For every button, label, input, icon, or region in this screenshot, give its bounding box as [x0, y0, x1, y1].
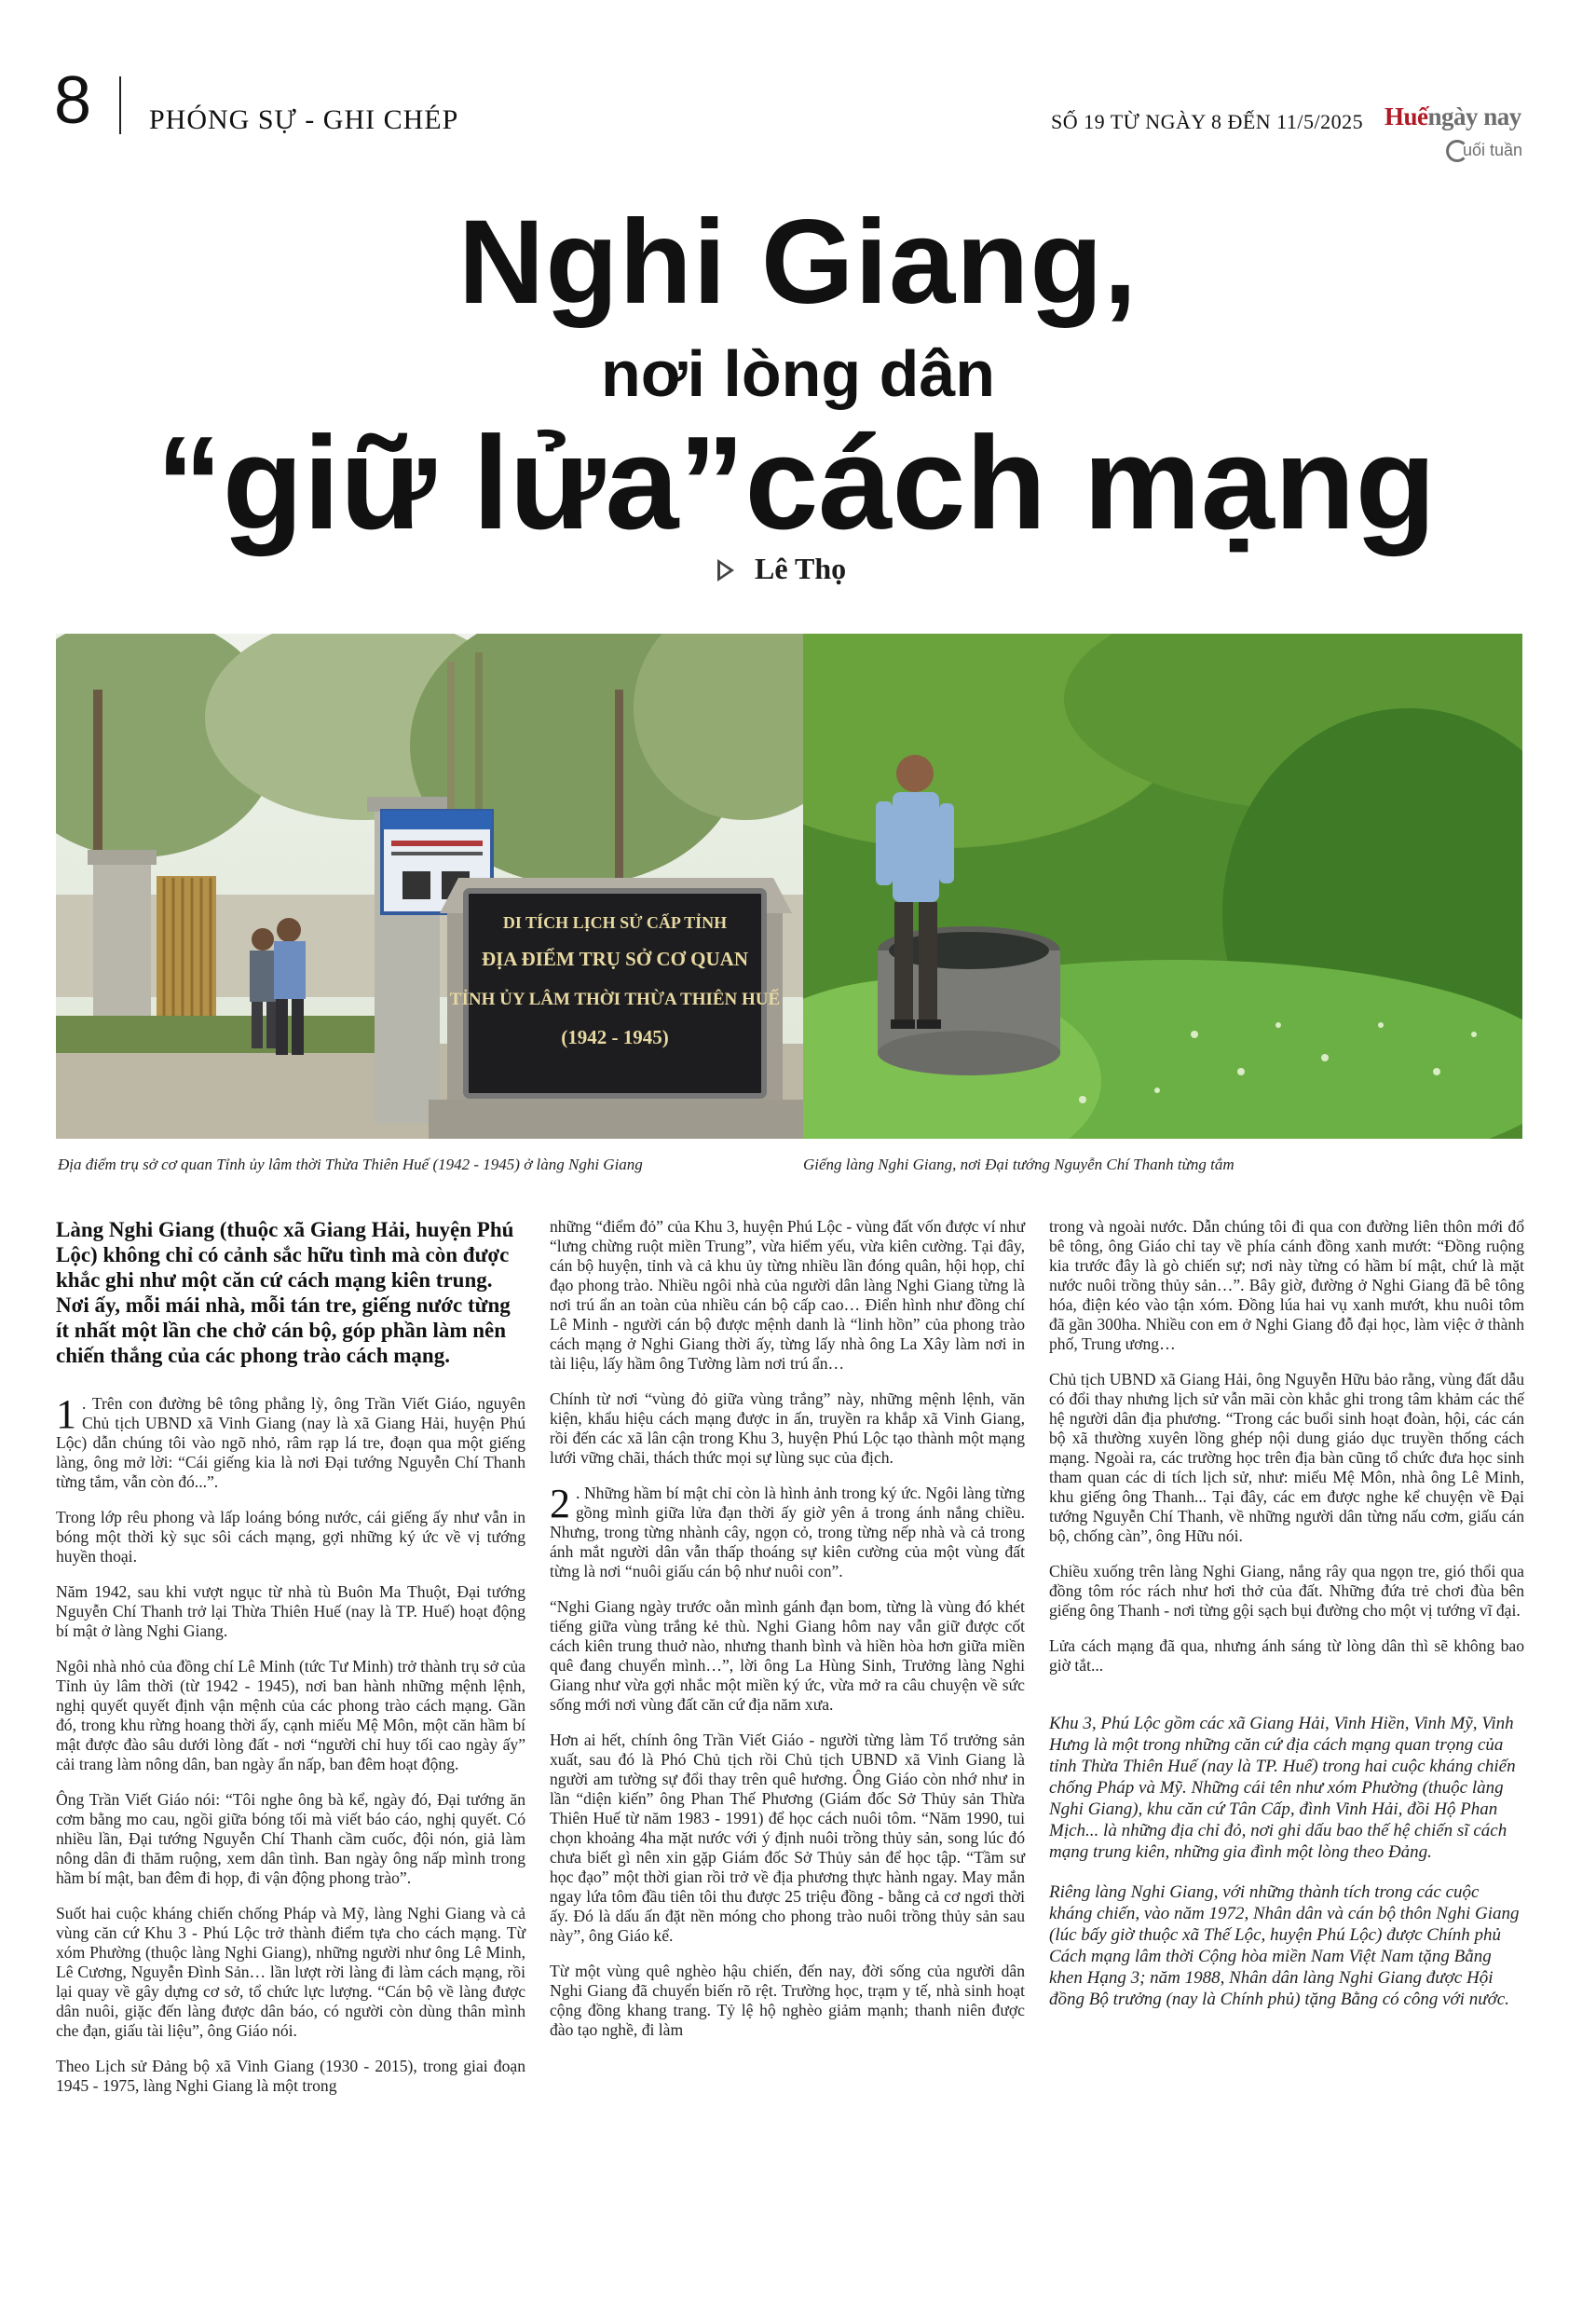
- headline-line-2: nơi lòng dân: [600, 337, 996, 410]
- paragraph: Suốt hai cuộc kháng chiến chống Pháp và Mỹ, làng Nghi Giang và cả vùng căn cứ Khu 3 - Phú Lộc trở thành điểm tựa cho cách mạng. Từ xóm Phường (thuộc làng Nghi Giang), những người như ông Lê Minh, Lê Cương, Nguyễn Đình Sản… lần lượt rời làng đi làm cách mạng, rồi lại quay về gây dựng cơ sở, tổ chức lực lượng. “Cán bộ về làng được dân nuôi, giặc đến làng được dân báo, có người còn dùng thân mình che đạn, giấu tài liệu”, ông Giáo nói.: [56, 1904, 525, 2040]
- section-number-2: 2: [550, 1481, 570, 1526]
- paragraph: Lửa cách mạng đã qua, nhưng ánh sáng từ lòng dân thì sẽ không bao giờ tắt...: [1049, 1636, 1524, 1675]
- paragraph: Chiều xuống trên làng Nghi Giang, nắng rây qua ngọn tre, gió thổi qua đồng tôm róc rách như hơi thở của đất. Những đứa trẻ chơi đùa bên giếng ông Thanh - nơi từng gội sạch bụi đường cho một vị tướng vĩ đại.: [1049, 1562, 1524, 1620]
- photo-caption-left: Địa điểm trụ sở cơ quan Tỉnh ủy lâm thời Thừa Thiên Huế (1942 - 1945) ở làng Nghi Giang: [58, 1156, 643, 1173]
- section-title: PHÓNG SỰ - GHI CHÉP: [149, 104, 459, 135]
- paragraph: [56, 1391, 525, 1492]
- issue-info: SỐ 19 TỪ NGÀY 8 ĐẾN 11/5/2025: [1051, 110, 1364, 133]
- sign-line-3: TỈNH ỦY LÂM THỜI THỪA THIÊN HUẾ: [449, 990, 781, 1009]
- lead-paragraph: Làng Nghi Giang (thuộc xã Giang Hải, huyện Phú Lộc) không chỉ có cảnh sắc hữu tình mà còn được khắc ghi như một căn cứ cách mạng kiên trung. Nơi ấy, mỗi mái nhà, mỗi tán tre, giếng nước từng ít nhất một lần che chở cán bộ, góp phần làm nên chiến thắng của các phong trào cách mạng.: [56, 1218, 514, 1367]
- paragraph: Trong lớp rêu phong và lấp loáng bóng nước, cái giếng ấy như vẫn in bóng một thời kỳ sục sôi cách mạng, gợi những ký ức về vị tướng huyền thoại.: [56, 1508, 525, 1566]
- paragraph: Ông Trần Viết Giáo nói: “Tôi nghe ông bà kể, ngày đó, Đại tướng ăn cơm bằng mo cau, ngồi giữa bóng tối mà viết báo cáo, nghị quyết. Có nhiều lần, Đại tướng Nguyễn Chí Thanh cầm cuốc, đội nón, giả làm nông dân đi thăm ruộng, xem dân tình. Ban ngày ông nấp mình trong hầm bí mật, ban đêm đi họp, đi vận động phong trào”.: [56, 1790, 525, 1887]
- byline-arrow-icon: [717, 559, 734, 581]
- sidebar-note-paragraph: Riêng làng Nghi Giang, với những thành tích trong các cuộc kháng chiến, vào năm 1972, Nhân dân và cán bộ thôn Nghi Giang (lúc bấy giờ thuộc xã Thế Lộc, huyện Phú Lộc) được Chính phủ Cách mạng lâm thời Cộng hòa miền Nam Việt Nam tặng Bằng khen Hạng 3; năm 1988, Nhân dân làng Nghi Giang được Hội đồng Bộ trưởng (nay là Chính phủ) tặng Bằng có công với nước.: [1049, 1882, 1520, 2009]
- article-column-1: [56, 1217, 525, 2112]
- paragraph: Năm 1942, sau khi vượt ngục từ nhà tù Buôn Ma Thuột, Đại tướng Nguyễn Chí Thanh trở lại Thừa Thiên Huế (nay là TP. Huế) hoạt động bí mật ở làng Nghi Giang.: [56, 1582, 525, 1640]
- paragraph: những “điểm đỏ” của Khu 3, huyện Phú Lộc - vùng đất vốn được ví như “lưng chừng ruột miền Trung”, vừa hiểm yếu, vừa kiên cường. Tại đây, cán bộ huyện, tỉnh và cả khu ủy từng nhiều lần đóng quân, hội họp, chỉ đạo phong trào. Nhiều ngôi nhà của người dân làng Nghi Giang từng là nơi trú ẩn an toàn của nhiều cán bộ cấp cao… Điển hình như đồng chí Lê Minh - người cán bộ được mệnh danh là “linh hồn” của phong trào cách mạng ở Nghi Giang thời ấy, từng lấy nhà ông La Xây làm nơi in tài liệu, lấy hầm ông Tường làm nơi trú ẩn…: [550, 1217, 1025, 1373]
- paragraph: Hơn ai hết, chính ông Trần Viết Giáo - người từng làm Tổ trưởng sản xuất, sau đó là Phó Chủ tịch rồi Chủ tịch UBND xã Vinh Giang là người am tường sự đổi thay trên quê hương. Ông Giáo còn nhớ như in lần “diện kiến” ông Phan Thế Phương (Giám đốc Sở Thủy sản Thừa Thiên Huế từ năm 1983 - 1991) để học cách nuôi tôm. “Năm 1990, tui chọn khoảng 4ha mặt nước với ý định nuôi trồng thủy sản, song lúc đó chưa biết gì nên xin gặp Giám đốc Sở Thủy sản để học tập. “Tầm sư học đạo” một thời gian rồi trở về địa phương thực hành ngay. May mắn ngay lứa tôm đầu tiên tôi thu được 25 triệu đồng - bằng cả cơ ngơi thời ấy. Đó là dấu ấn đặt nền móng cho phong trào nuôi trồng thủy sản sau này”, ông Giáo kể.: [550, 1731, 1025, 1945]
- paragraph: Ngôi nhà nhỏ của đồng chí Lê Minh (tức Tư Minh) trở thành trụ sở của Tỉnh ủy lâm thời (từ 1942 - 1945), nơi ban hành những mệnh lệnh, nghị quyết quyết định vận mệnh của các phong trào cách mạng. Gần đó, trong khu rừng hoang thời ấy, cạnh miếu Mệ Môn, một căn hầm bí mật được đào sâu dưới lòng đất - nơi “người chỉ huy tối cao ngày ấy” cải trang làm nông dân, ban ngày ẩn nấp, ban đêm hoạt động.: [56, 1657, 525, 1773]
- headline-line-3: “giữ lửa”cách mạng: [156, 409, 1437, 557]
- paragraph-text: . Trên con đường bê tông phẳng lỳ, ông Trần Viết Giáo, nguyên Chủ tịch UBND xã Vinh Giang (nay là xã Giang Hải, huyện Phú Lộc) dẫn chúng tôi vào ngõ nhỏ, râm rạp lá tre, đoạn qua một giếng làng, ông mở lời: “Cái giếng kia là nơi Đại tướng Nguyễn Chí Thanh từng tắm, vẫn còn đó...”.: [56, 1394, 525, 1491]
- article-column-3: [1049, 1217, 1524, 2029]
- sign-line-1: DI TÍCH LỊCH SỬ CẤP TỈNH: [502, 913, 728, 932]
- photo-caption-right: Giếng làng Nghi Giang, nơi Đại tướng Nguyễn Chí Thanh từng tắm: [803, 1156, 1235, 1173]
- masthead-logo: [1385, 103, 1552, 177]
- paragraph: Từ một vùng quê nghèo hậu chiến, đến nay, đời sống của người dân Nghi Giang đã chuyển biến rõ rệt. Trường học, trạm y tế, nhà sinh hoạt cộng đồng khang trang. Tỷ lệ hộ nghèo giảm mạnh; thanh niên được đào tạo nghề, đi làm: [550, 1962, 1025, 2039]
- photo-memorial-site: [56, 634, 812, 1139]
- paragraph: Chính từ nơi “vùng đỏ giữa vùng trắng” này, những mệnh lệnh, văn kiện, khẩu hiệu cách mạng được in ấn, truyền ra khắp xã Vinh Giang, rồi đến các xã lân cận trong Khu 3, huyện Phú Lộc tạo thành một mạng lưới vững chãi, thách thức mọi sự lùng sục của địch.: [550, 1389, 1025, 1467]
- paragraph-text: . Những hầm bí mật chỉ còn là hình ảnh trong ký ức. Ngôi làng từng gồng mình giữa lửa đạn thời ấy giờ yên ả trong ánh nắng chiều. Nhưng, trong từng nhành cây, ngọn cỏ, trong từng nếp nhà và cả trong ánh mắt người dân vẫn thấp thoáng sự kiên cường của một vùng đất từng là nơi “nuôi giấu cán bộ như nuôi con”.: [550, 1484, 1025, 1580]
- photo-village-well: [803, 634, 1522, 1139]
- article-column-2: [550, 1217, 1025, 2056]
- byline: Lê Thọ: [755, 552, 847, 585]
- page-number: 8: [54, 63, 92, 138]
- header-divider: [119, 76, 121, 134]
- brand-sub: uối tuần: [1463, 140, 1523, 159]
- sidebar-note-paragraph: Khu 3, Phú Lộc gồm các xã Giang Hải, Vinh Hiền, Vinh Mỹ, Vinh Hưng là một trong những căn cứ địa cách mạng quan trọng của tỉnh Thừa Thiên Huế (nay là TP. Huế) trong hai cuộc kháng chiến chống Pháp và Mỹ. Những cái tên như xóm Phường (thuộc làng Nghi Giang), khu căn cứ Tân Cấp, đình Vinh Hải, đồi Hộ Phan Mịch... là những địa chỉ đỏ, nơi ghi dấu bao thế hệ chiến sĩ cách mạng trung kiên, những gia đình một lòng theo Đảng.: [1049, 1714, 1516, 1862]
- section-number-1: 1: [56, 1391, 76, 1437]
- paragraph: Theo Lịch sử Đảng bộ xã Vinh Giang (1930 - 2015), trong giai đoạn 1945 - 1975, làng Nghi Giang là một trong: [56, 2057, 525, 2095]
- paragraph: trong và ngoài nước. Dẫn chúng tôi đi qua con đường liên thôn mới đổ bê tông, ông Giáo chỉ tay về phía cánh đồng xanh mướt: “Đồng ruộng kia trước đây là gò chiến sự; nơi này từng có hầm bí mật, chứ là mặt nước nuôi trồng thủy sản…”. Bây giờ, đường ở Nghi Giang đã bê tông hóa, điện kéo vào tận xóm. Đồng lúa hai vụ xanh mướt, khu nuôi tôm đã gần 300ha. Nhiều con em ở Nghi Giang đỗ đại học, làm việc ở thành phố, Trung ương…: [1049, 1217, 1524, 1353]
- paragraph: “Nghi Giang ngày trước oằn mình gánh đạn bom, từng là vùng đó khét tiếng giữa vùng trắng kẻ thù. Nghi Giang hôm nay vẫn giữ được cốt cách kiên trung thuở nào, nhưng thanh bình và hiền hòa hơn giữa miền quê đang chuyển mình…”, lời ông La Hùng Sinh, Trưởng làng Nghi Giang như vừa gợi nhắc một miền ký ức, vừa mở ra câu chuyện về sức sống mới nơi vùng đất căn cứ địa năm xưa.: [550, 1597, 1025, 1714]
- paragraph: [550, 1481, 1025, 1581]
- headline-line-1: Nghi Giang,: [457, 196, 1139, 329]
- sign-line-4: (1942 - 1945): [561, 1026, 669, 1048]
- brand-main: Huế: [1385, 103, 1428, 130]
- paragraph: Chủ tịch UBND xã Giang Hải, ông Nguyễn Hữu bảo rằng, vùng đất dẫu có đổi thay nhưng lịch sử vẫn mãi còn khắc ghi trong tâm khảm các thế hệ người dân địa phương. “Trong các buổi sinh hoạt đoàn, hội, các cán bộ xã thường xuyên lồng ghép nội dung giáo dục truyền thống cách mạng. Ngoài ra, các trường học trên địa bàn cũng tổ chức đưa học sinh tham quan các di tích lịch sử, như: miếu Mệ Môn, nhà ông Lê Minh, khu giếng ông Thanh... Tại đây, các em được nghe kể chuyện về Đại tướng Nguyễn Chí Thanh, về những người dân từng nấu cơm, giấu cán bộ, chống càn”, ông Hữu nói.: [1049, 1370, 1524, 1545]
- sign-line-2: ĐỊA ĐIỂM TRỤ SỞ CƠ QUAN: [481, 948, 749, 970]
- sidebar-note: [1049, 1713, 1524, 2010]
- brand-accent: ngày nay: [1427, 103, 1521, 130]
